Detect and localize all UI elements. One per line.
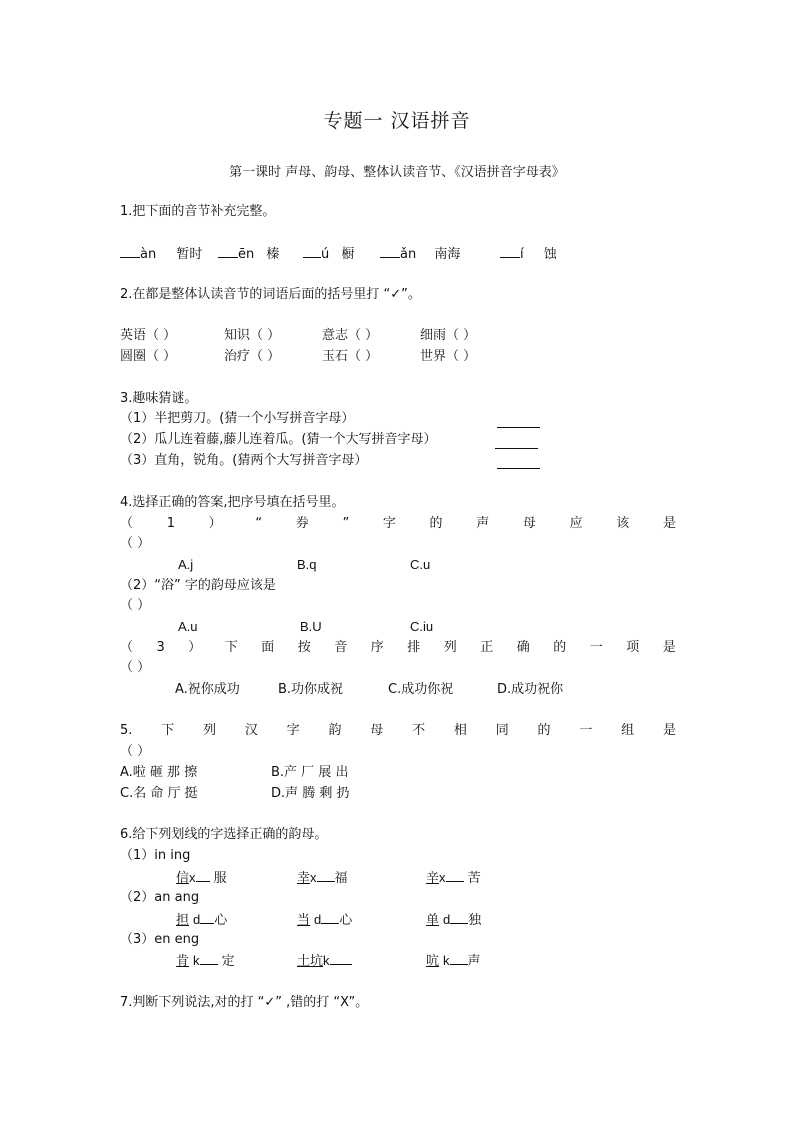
q4-sub3-char-5: 面	[261, 640, 275, 655]
q1-blank-1[interactable]	[120, 244, 140, 258]
q3-item-3: （3）直角，锐角。(猜两个大写拼音字母）	[120, 453, 368, 468]
q2-r2-2[interactable]: 治疗（ ）	[224, 349, 281, 364]
q1-word-4: 南海	[434, 247, 461, 262]
q6-g1-rest-1: 服	[209, 871, 227, 886]
q4-sub1-line	[120, 515, 676, 533]
q6-g3-blank-1[interactable]	[200, 951, 218, 965]
page-title: 专题一 汉语拼音	[323, 110, 471, 132]
q6-g1-rest-2: 福	[334, 871, 348, 886]
q2-r2-1[interactable]: 圆圈（ ）	[120, 349, 177, 364]
q5-heading-char-8: 不	[412, 723, 426, 738]
q4-sub3-char-12: 确	[516, 640, 530, 655]
q5-option-c[interactable]: C.名 命 厅 挺	[120, 786, 198, 801]
q3-item-2: （2）瓜儿连着藤,藤儿连着瓜。(猜一个大写拼音字母）	[120, 432, 437, 447]
q1-pinyin-2: ēn	[238, 247, 255, 262]
q6-g3-char-1: 肯	[176, 954, 190, 969]
q4-sub3-char-8: 序	[370, 640, 384, 655]
q3-answer-line-2[interactable]	[495, 447, 538, 449]
page-subtitle: 第一课时 声母、韵母、整体认读音节、《汉语拼音字母表》	[229, 165, 565, 180]
q4-sub1-option-b[interactable]: B.q	[297, 557, 317, 572]
q1-blank-2[interactable]	[218, 244, 238, 258]
q1-word-2: 榛	[266, 247, 280, 262]
q5-heading-char-11: 的	[537, 723, 551, 738]
q4-sub2-option-c[interactable]: C.iu	[410, 619, 434, 634]
q6-group1-label: （1）in ing	[120, 848, 191, 863]
q6-g1-initial-2: x	[310, 870, 317, 885]
q4-sub1-char-3: ）	[208, 516, 222, 531]
q4-sub3-option-a[interactable]: A.祝你成功	[175, 682, 240, 697]
q6-g3-blank-3[interactable]	[450, 951, 468, 965]
q6-g2-item-1	[176, 910, 227, 930]
q5-paren[interactable]: （ ）	[120, 744, 151, 759]
q4-sub3-char-10: 列	[443, 640, 457, 655]
q1-item-3	[303, 244, 354, 264]
q6-g1-blank-1[interactable]	[196, 868, 210, 882]
q1-pinyin-3: ú	[321, 247, 330, 262]
q5-heading-char-10: 同	[495, 723, 509, 738]
q5-heading-char-3: 列	[203, 723, 217, 738]
q5-option-b[interactable]: B.产 厂 展 出	[271, 765, 349, 780]
q6-g2-initial-2: d	[314, 912, 322, 927]
q1-word-5: 蚀	[543, 247, 557, 262]
q5-heading-char-5: 字	[286, 723, 300, 738]
q4-sub3-char-9: 排	[407, 640, 421, 655]
q4-sub1-char-8: 的	[429, 516, 443, 531]
q6-g3-item-3	[426, 951, 481, 971]
q4-sub3-paren[interactable]: （ ）	[120, 660, 151, 675]
q4-sub3-char-4: 下	[224, 640, 238, 655]
q6-group2-label: （2）an ang	[120, 890, 200, 905]
q6-g2-item-3	[426, 910, 481, 930]
q6-g3-item-2	[297, 951, 352, 971]
q6-g1-char-2: 幸	[297, 871, 311, 886]
q6-g3-char-3: 吭	[426, 954, 440, 969]
q1-item-5	[500, 244, 557, 264]
q4-sub1-char-13: 是	[662, 516, 676, 531]
q5-heading	[120, 722, 676, 740]
q6-g1-initial-1: x	[189, 870, 196, 885]
q1-blank-5[interactable]	[500, 244, 520, 258]
q6-g2-initial-3: d	[443, 912, 451, 927]
q2-r1-2[interactable]: 知识（ ）	[224, 328, 281, 343]
q6-g2-rest-2: 心	[339, 913, 353, 928]
q4-sub1-char-10: 母	[522, 516, 536, 531]
q6-g1-item-2	[297, 868, 348, 888]
q4-sub3-line	[120, 639, 676, 657]
q4-sub2-option-b[interactable]: B.U	[300, 619, 322, 634]
q4-sub3-char-11: 正	[480, 640, 494, 655]
q4-sub2-line: （2）“浴” 字的韵母应该是	[120, 578, 276, 593]
q6-g2-blank-2[interactable]	[321, 910, 339, 924]
q4-sub1-char-2: 1	[166, 516, 175, 531]
q6-g3-rest-3: 声	[467, 954, 481, 969]
q4-sub1-char-12: 该	[616, 516, 630, 531]
q6-group3-label: （3）en eng	[120, 932, 200, 947]
q1-pinyin-1: àn	[140, 247, 157, 262]
q6-g3-blank-2[interactable]	[330, 951, 352, 965]
q1-item-2	[218, 244, 279, 264]
q4-heading: 4.选择正确的答案,把序号填在括号里。	[120, 495, 345, 510]
q6-g3-char-2: 土坑	[297, 954, 324, 969]
q2-r2-3[interactable]: 玉石（ ）	[322, 349, 379, 364]
q4-sub3-char-2: 3	[156, 640, 165, 655]
q6-g1-initial-3: x	[439, 870, 446, 885]
q6-heading: 6.给下列划线的字选择正确的韵母。	[120, 827, 328, 842]
q2-r1-1[interactable]: 英语（ ）	[120, 328, 177, 343]
q1-pinyin-4: ǎn	[400, 247, 417, 262]
q6-g2-char-2: 当	[297, 913, 311, 928]
q1-word-3: 橱	[341, 247, 355, 262]
q5-heading-char-14: 是	[662, 723, 676, 738]
q3-heading: 3.趣味猜谜。	[120, 391, 198, 406]
q2-r1-4[interactable]: 细雨（ ）	[420, 328, 477, 343]
q4-sub1-char-7: 字	[382, 516, 396, 531]
q6-g2-rest-1: 心	[214, 913, 228, 928]
q4-sub3-char-15: 项	[626, 640, 640, 655]
q6-g1-item-3	[426, 868, 481, 888]
q6-g1-item-1	[176, 868, 227, 888]
q3-item-1: （1）半把剪刀。(猜一个小写拼音字母）	[120, 411, 355, 426]
q6-g3-item-1	[176, 951, 235, 971]
q1-word-1: 暂时	[176, 247, 203, 262]
q4-sub2-paren[interactable]: （ ）	[120, 598, 151, 613]
q4-sub3-char-16: 是	[662, 640, 676, 655]
q5-heading-char-7: 母	[370, 723, 384, 738]
q6-g1-char-3: 辛	[426, 871, 440, 886]
q4-sub1-option-c[interactable]: C.u	[410, 557, 431, 572]
q6-g3-initial-3: k	[443, 953, 450, 968]
q7-heading: 7.判断下列说法,对的打 “✓” ,错的打 “X”。	[120, 995, 369, 1010]
q2-r2-4[interactable]: 世界（ ）	[420, 349, 477, 364]
q4-sub1-char-11: 应	[569, 516, 583, 531]
q4-sub1-paren[interactable]: （ ）	[120, 536, 151, 551]
q6-g3-rest-1: 定	[217, 954, 235, 969]
q5-heading-char-4: 汉	[244, 723, 258, 738]
q5-heading-char-9: 相	[453, 723, 467, 738]
q1-pinyin-5: í	[520, 247, 524, 262]
q6-g1-blank-2[interactable]	[317, 868, 335, 882]
q4-sub1-option-a[interactable]: A.j	[178, 557, 194, 572]
q6-g2-blank-3[interactable]	[450, 910, 468, 924]
q6-g1-rest-3: 苦	[463, 871, 481, 886]
q1-item-4	[380, 244, 460, 264]
q6-g3-initial-1: k	[193, 953, 200, 968]
q6-g1-char-1: 信	[176, 871, 190, 886]
q4-sub3-char-7: 音	[334, 640, 348, 655]
q6-g2-char-1: 担	[176, 913, 190, 928]
q2-r1-3[interactable]: 意志（ ）	[322, 328, 379, 343]
q5-option-a[interactable]: A.啦 砸 那 擦	[120, 765, 198, 780]
q5-heading-char-2: 下	[161, 723, 175, 738]
q4-sub2-option-a[interactable]: A.u	[178, 619, 198, 634]
q6-g2-initial-1: d	[193, 912, 201, 927]
q4-sub3-char-13: 的	[553, 640, 567, 655]
q1-heading: 1.把下面的音节补充完整。	[120, 204, 276, 219]
q5-heading-char-1: 5.	[120, 723, 133, 738]
q6-g2-item-2	[297, 910, 352, 930]
q2-heading: 2.在都是整体认读音节的词语后面的括号里打 “✓”。	[120, 287, 421, 302]
q4-sub1-char-4: “	[255, 516, 263, 531]
q4-sub3-option-d[interactable]: D.成功祝你	[497, 682, 564, 697]
q4-sub3-char-3: ）	[188, 640, 202, 655]
q5-heading-char-12: 一	[579, 723, 593, 738]
q1-blank-4[interactable]	[380, 244, 400, 258]
q3-answer-line-1[interactable]	[497, 426, 540, 428]
q4-sub1-char-9: 声	[476, 516, 490, 531]
q4-sub3-char-14: 一	[589, 640, 603, 655]
q4-sub3-char-1: （	[120, 640, 134, 655]
q4-sub3-option-c[interactable]: C.成功你祝	[388, 682, 454, 697]
q4-sub1-char-6: ”	[342, 516, 350, 531]
q6-g3-initial-2: k	[323, 953, 330, 968]
q5-heading-char-13: 组	[621, 723, 635, 738]
q1-blank-3[interactable]	[303, 244, 321, 258]
q4-sub3-char-6: 按	[297, 640, 311, 655]
q1-item-1	[120, 244, 202, 264]
q5-heading-char-6: 韵	[328, 723, 342, 738]
q5-option-d[interactable]: D.声 腾 剩 扔	[271, 786, 350, 801]
q6-g1-blank-3[interactable]	[446, 868, 464, 882]
q6-g2-blank-1[interactable]	[200, 910, 214, 924]
q3-answer-line-3[interactable]	[497, 467, 540, 469]
q6-g2-char-3: 单	[426, 913, 440, 928]
q4-sub1-char-5: 券	[295, 516, 309, 531]
q4-sub3-option-b[interactable]: B.功你成祝	[278, 682, 344, 697]
q4-sub1-char-1: （	[120, 516, 134, 531]
q6-g2-rest-3: 独	[468, 913, 482, 928]
